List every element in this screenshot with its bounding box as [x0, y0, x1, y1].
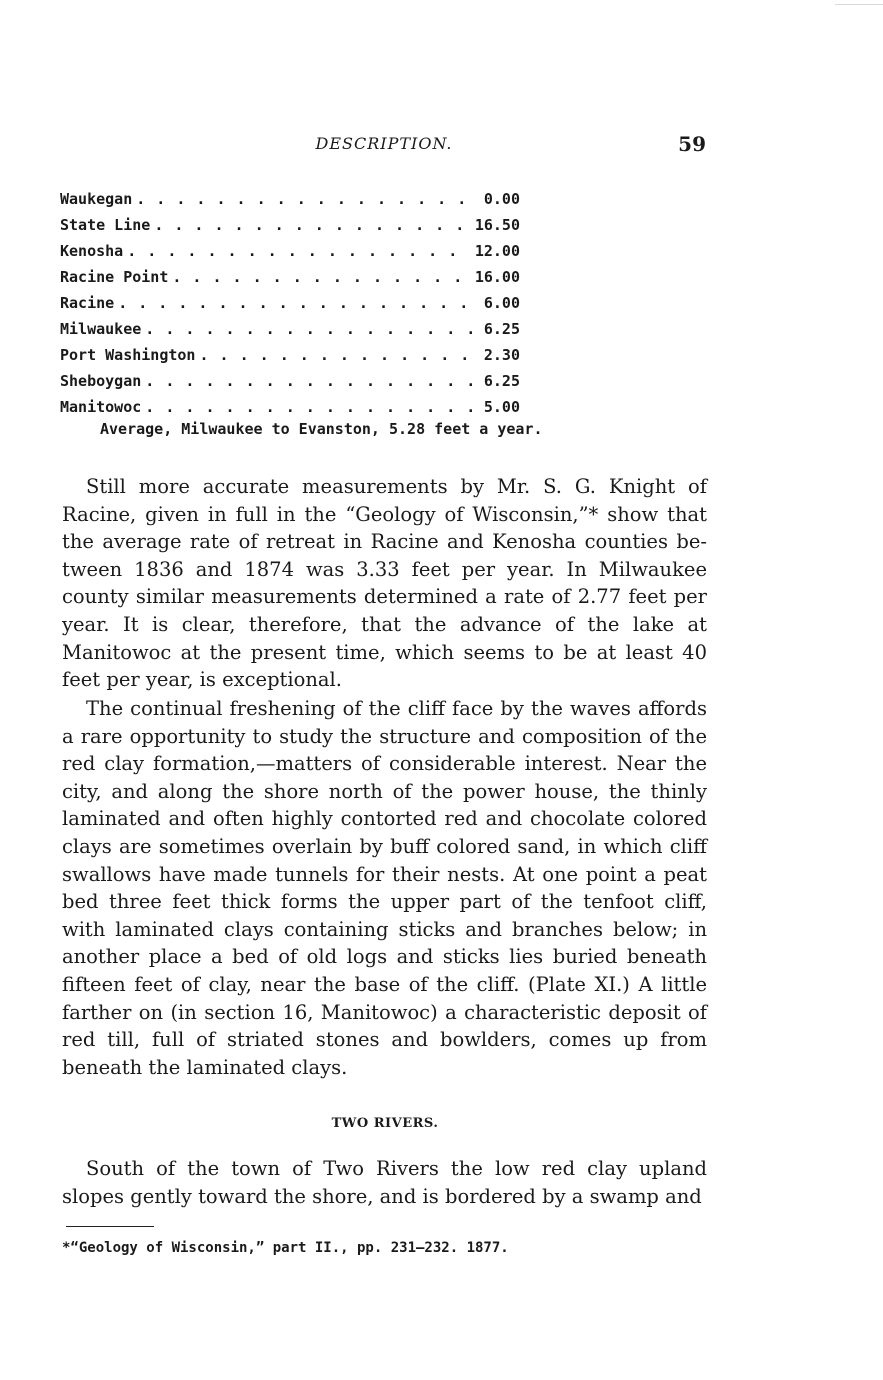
table-row: [60, 186, 520, 212]
running-head: DESCRIPTION.: [315, 134, 453, 153]
dot-leader: [145, 394, 480, 420]
table-row: [60, 290, 520, 316]
retreat-value: 0.00: [483, 190, 520, 208]
retreat-value: 16.50: [474, 216, 520, 234]
table-average: Average, Milwaukee to Evanston, 5.28 feet a year.: [100, 420, 543, 438]
dot-leader: [172, 264, 470, 290]
station-name: Manitowoc: [60, 398, 142, 416]
scan-edge-mark: [835, 4, 883, 5]
table-row: [60, 212, 520, 238]
table-row: [60, 342, 520, 368]
retreat-table: [60, 186, 520, 420]
dot-leader: [118, 290, 480, 316]
station-name: Milwaukee: [60, 320, 142, 338]
retreat-value: 16.00: [474, 268, 520, 286]
paragraph-two-rivers: [62, 1155, 707, 1210]
paragraph-text: Still more accurate measurements by Mr. S. G. Knight of Racine, given in full in the “Geology of Wisconsin,”* show that the average rate of retreat in Racine and Kenosha counties between 1836 and 1874 was 3.33 feet per year. In Milwaukee county similar measurements determined a rate of 2.77 feet per year. It is clear, therefore, that the advance of the lake at Manitowoc at the present time, which seems to be at least 40 feet per year, is exceptional.: [62, 475, 707, 692]
retreat-value: 5.00: [483, 398, 520, 416]
retreat-value: 6.25: [483, 372, 520, 390]
station-name: State Line: [60, 216, 151, 234]
paragraph-measurements: [62, 473, 707, 694]
paragraph-cliff-face: [62, 695, 707, 1081]
dot-leader: [199, 342, 479, 368]
table-row: [60, 316, 520, 342]
paragraph-text: South of the town of Two Rivers the low red clay upland slopes gently toward the shore, and is bordered by a swamp and: [62, 1157, 707, 1208]
station-name: Racine Point: [60, 268, 169, 286]
table-row: [60, 368, 520, 394]
dot-leader: [145, 316, 480, 342]
table-row: [60, 394, 520, 420]
station-name: Waukegan: [60, 190, 133, 208]
footnote-rule: [66, 1226, 154, 1227]
footnote: *“Geology of Wisconsin,” part II., pp. 231–232. 1877.: [62, 1240, 509, 1256]
section-heading: TWO RIVERS.: [331, 1116, 439, 1131]
retreat-value: 12.00: [474, 242, 520, 260]
retreat-value: 6.00: [483, 294, 520, 312]
table-row: [60, 238, 520, 264]
dot-leader: [145, 368, 480, 394]
retreat-value: 6.25: [483, 320, 520, 338]
retreat-value: 2.30: [483, 346, 520, 364]
table-row: [60, 264, 520, 290]
page-number: 59: [678, 132, 706, 156]
station-name: Kenosha: [60, 242, 124, 260]
dot-leader: [127, 238, 471, 264]
page-header: [60, 132, 708, 158]
station-name: Racine: [60, 294, 115, 312]
station-name: Sheboygan: [60, 372, 142, 390]
station-name: Port Washington: [60, 346, 196, 364]
dot-leader: [136, 186, 480, 212]
dot-leader: [154, 212, 471, 238]
paragraph-text: The continual freshening of the cliff face by the waves affords a rare opportunity to study the structure and composition of the red clay formation,—matters of considerable interest. Near the city, and along the shore north of the power house, the thinly laminated and often highly contorted red and chocolate colored clays are sometimes overlain by buff colored sand, in which cliff swallows have made tunnels for their nests. At one point a peat bed three feet thick forms the upper part of the tenfoot cliff, with laminated clays containing sticks and branches below; in another place a bed of old logs and sticks lies buried beneath fifteen feet of clay, near the base of the cliff. (Plate XI.) A little farther on (in section 16, Manitowoc) a characteristic deposit of red till, full of striated stones and bowlders, comes up from beneath the laminated clays.: [62, 697, 707, 1079]
